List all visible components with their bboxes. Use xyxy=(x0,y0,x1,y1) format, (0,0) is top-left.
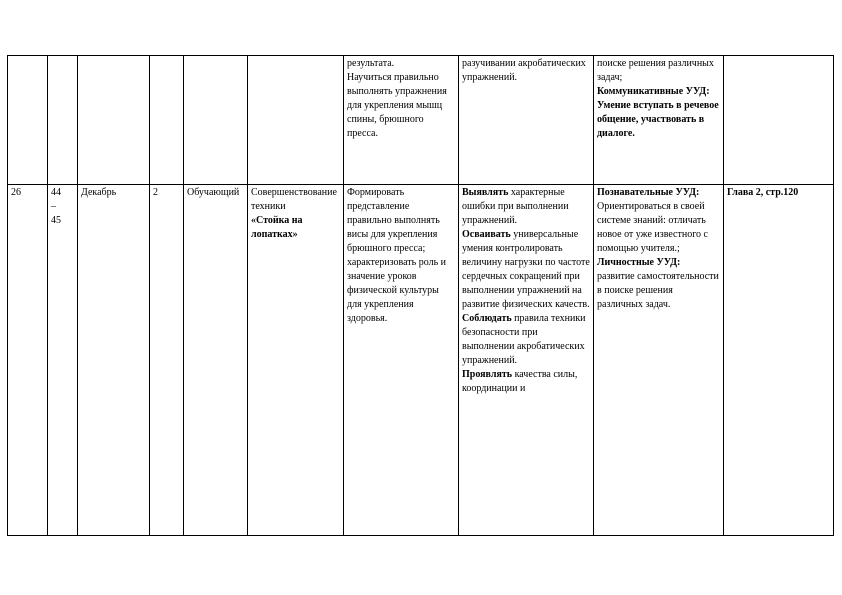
uud-heading-cognitive: Познавательные УУД: xyxy=(597,187,700,198)
uud-text: поиске решения различных задач; xyxy=(597,58,714,83)
cell-lesson-number xyxy=(48,56,78,185)
cell-goals: Формировать представление правильно выполнять висы для укрепления брюшного пресса; характеризовать роль и значение уроков физической культуры для укрепления здоровья. xyxy=(344,185,459,536)
cell-topic xyxy=(248,185,344,536)
cell-month: Декабрь xyxy=(78,185,150,536)
cell-lesson-type xyxy=(184,56,248,185)
cell-uud xyxy=(594,56,724,185)
activity-verb: Осваивать xyxy=(462,229,511,240)
cell-uud xyxy=(594,185,724,536)
lesson-plan-table xyxy=(7,55,834,536)
cell-activities xyxy=(459,185,594,536)
activity-text: характерные ошибки при выполнении упражнений. xyxy=(462,187,569,226)
table-row xyxy=(8,56,834,185)
uud-text: Ориентироваться в своей системе знаний: отличать новое от уже известного с помощью учителя.; xyxy=(597,201,708,254)
uud-heading-personal: Личностные УУД: xyxy=(597,257,681,268)
cell-lesson-type: Обучающий xyxy=(184,185,248,536)
activity-verb: Выявлять xyxy=(462,187,509,198)
activity-text: правила техники безопасности при выполнении акробатических упражнений. xyxy=(462,313,586,366)
cell-activities: разучивании акробатических упражнений. xyxy=(459,56,594,185)
cell-hours: 2 xyxy=(150,185,184,536)
activity-text: качества силы, координации и xyxy=(462,369,578,394)
cell-month xyxy=(78,56,150,185)
cell-number: 26 xyxy=(8,185,48,536)
uud-heading-communicative: Коммуникативные УУД: xyxy=(597,86,710,97)
uud-text: Умение вступать в речевое общение, участвовать в диалоге. xyxy=(597,100,719,139)
cell-goals: результата. Научиться правильно выполнять упражнения для укрепления мышц спины, брюшного пресса. xyxy=(344,56,459,185)
cell-lesson-number: 44 – 45 xyxy=(48,185,78,536)
activity-text: универсальные умения контролировать величину нагрузки по частоте сердечных сокращений при выполнении упражнений на развитие физических качеств. xyxy=(462,229,590,310)
activity-verb: Соблюдать xyxy=(462,313,512,324)
topic-line: Совершенствование техники xyxy=(251,187,337,212)
topic-title: «Стойка на лопатках» xyxy=(251,215,303,240)
table-row xyxy=(8,185,834,536)
cell-reference: Глава 2, стр.120 xyxy=(724,185,834,536)
uud-text: развитие самостоятельности в поиске решения различных задач. xyxy=(597,271,719,310)
cell-topic xyxy=(248,56,344,185)
cell-reference xyxy=(724,56,834,185)
activity-verb: Проявлять xyxy=(462,369,513,380)
cell-number xyxy=(8,56,48,185)
cell-hours xyxy=(150,56,184,185)
